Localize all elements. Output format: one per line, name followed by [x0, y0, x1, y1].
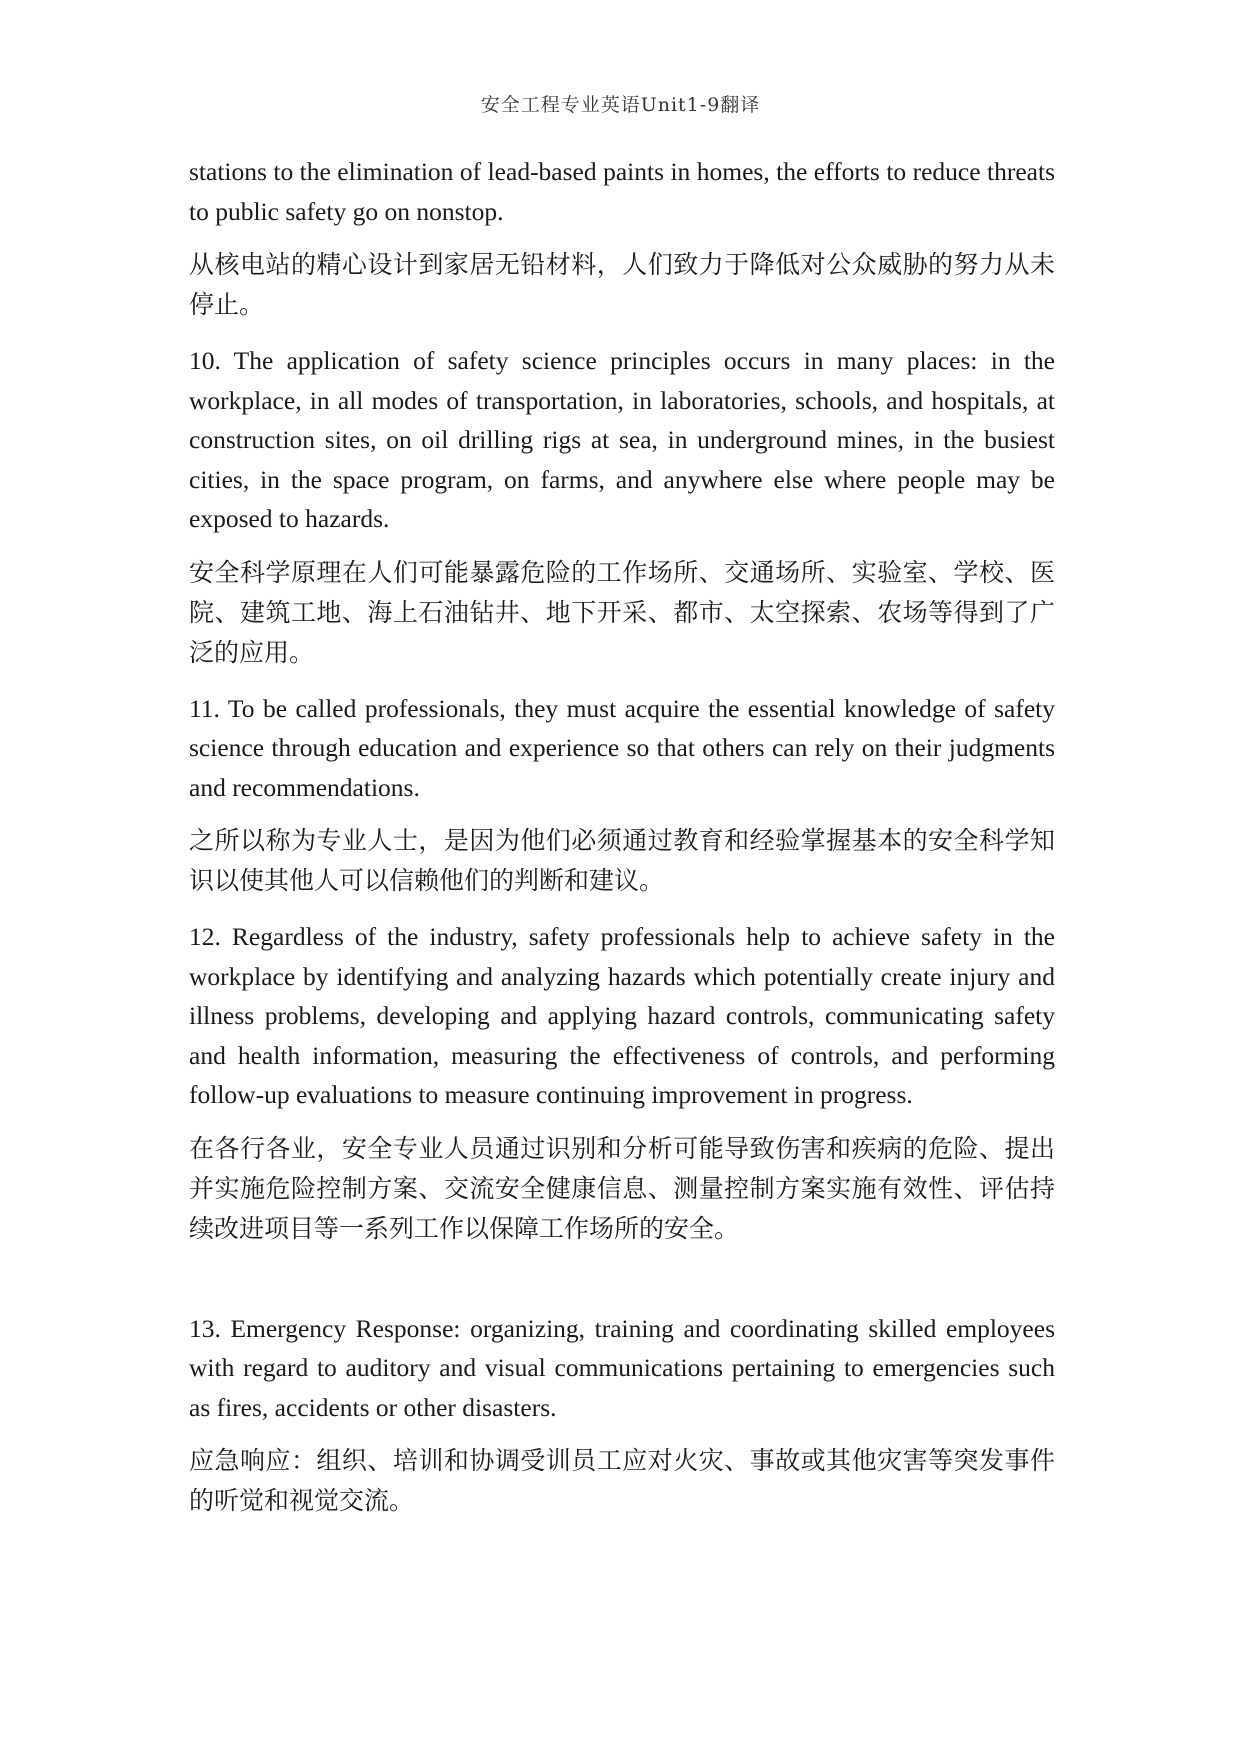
paragraph-12-english: 12. Regardless of the industry, safety professionals help to achieve safety in the workplace by identifying and analyzing hazards which potentially create injury and illness problems, developing and applying hazard controls, communicating safety and health information, measuring the effectiveness of controls, and performing follow-up evaluations to measure continuing improvement in progress.: [189, 922, 1055, 1109]
paragraph-11-english: 11. To be called professionals, they must acquire the essential knowledge of safety science through education and experience so that others can rely on their judgments and recommendations.: [189, 693, 1055, 802]
paragraph-13-chinese: 应急响应：组织、培训和协调受训员工应对火灾、事故或其他灾害等突发事件的听觉和视觉交流。: [189, 1446, 1055, 1515]
paragraph-9-chinese: 从核电站的精心设计到家居无铅材料，人们致力于降低对公众威胁的努力从未停止。: [189, 250, 1055, 319]
document-body: [189, 152, 1055, 1521]
paragraph-11-chinese: 之所以称为专业人士，是因为他们必须通过教育和经验掌握基本的安全科学知识以使其他人可以信赖他们的判断和建议。: [189, 826, 1055, 895]
paragraph-10-english: 10. The application of safety science principles occurs in many places: in the workplace, in all modes of transportation, in laboratories, schools, and hospitals, at construction sites, on oil drilling rigs at sea, in underground mines, in the busiest cities, in the space program, on farms, and anywhere else where people may be exposed to hazards.: [189, 346, 1055, 533]
paragraph-12-chinese: 在各行各业，安全专业人员通过识别和分析可能导致伤害和疾病的危险、提出并实施危险控制方案、交流安全健康信息、测量控制方案实施有效性、评估持续改进项目等一系列工作以保障工作场所的安全。: [189, 1133, 1055, 1243]
paragraph-13-english: 13. Emergency Response: organizing, training and coordinating skilled employees with regard to auditory and visual communications pertaining to emergencies such as fires, accidents or other disasters.: [189, 1313, 1055, 1422]
paragraph-9-english-continued: stations to the elimination of lead-based paints in homes, the efforts to reduce threats to public safety go on nonstop.: [189, 157, 1055, 226]
page-header: 安全工程专业英语Unit1-9翻译: [480, 94, 761, 116]
paragraph-10-chinese: 安全科学原理在人们可能暴露危险的工作场所、交通场所、实验室、学校、医院、建筑工地、海上石油钻井、地下开采、都市、太空探索、农场等得到了广泛的应用。: [189, 557, 1055, 667]
